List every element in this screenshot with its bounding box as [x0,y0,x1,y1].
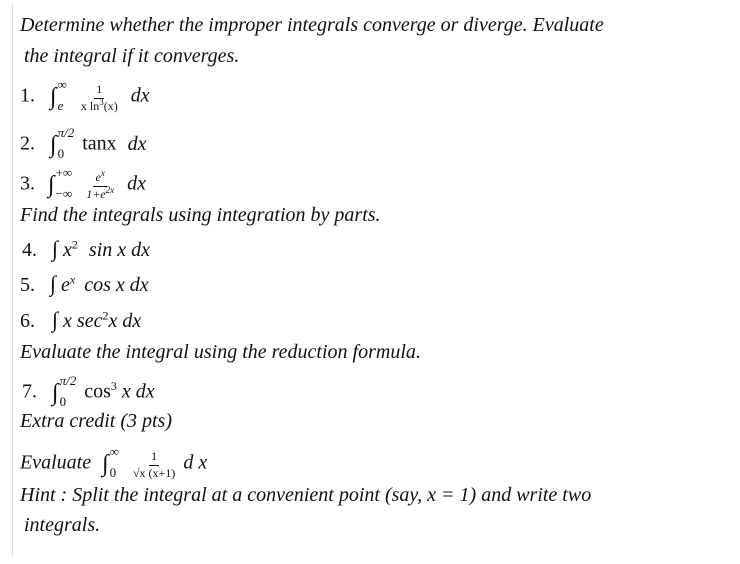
lower-limit: 0 [59,394,67,409]
differential: dx [127,172,147,195]
upper-limit: π/2 [59,373,77,388]
integrand-tail: cos x dx [84,274,149,296]
integrand-base: x sec [63,310,103,332]
integral-limits [60,374,77,408]
integral-limits [56,166,73,200]
integrand-fraction [131,450,177,481]
exponent: 3 [110,378,117,393]
integral-sign: ∫ [52,307,59,332]
extra-credit-heading: Extra credit (3 pts) [20,410,173,432]
integrand-base: cos [84,380,111,403]
integrand-base: e [61,274,70,296]
intro-line-2: the integral if it converges. [24,45,240,67]
hint-line-2: integrals. [24,514,101,536]
differential: d x [183,451,208,474]
integrand-tail: x dx [121,380,155,403]
integral-sign: ∫ [48,171,55,198]
problem-number: 2. [20,132,35,155]
integral-limits [58,78,67,112]
problem-5 [20,273,149,295]
differential: dx [127,132,147,155]
problem-number: 6. [20,310,35,332]
integral-sign: ∫ [52,379,59,406]
integral-limits [110,445,119,479]
upper-limit: ∞ [109,444,119,459]
problem-1 [20,77,150,114]
problem-number: 1. [20,84,35,107]
upper-limit: +∞ [55,165,73,180]
problem-number: 3. [20,172,35,195]
left-margin-rule [12,4,13,556]
fraction-denominator: √x (x+1) [132,465,176,480]
integrand-fraction [79,83,120,114]
lower-limit: 0 [57,146,65,161]
exponent: 2 [71,237,78,252]
problem-4 [22,238,150,260]
differential: dx [130,84,150,107]
integral-sign: ∫ [50,131,57,158]
integrand-tail: x dx [108,310,142,332]
integral-limits [58,126,75,160]
integrand: tanx [82,132,117,155]
problem-number: 4. [22,239,37,261]
fraction-numerator: 1 [94,83,104,99]
parts-heading: Find the integrals using integration by parts. [20,204,381,226]
integrand-tail: sin x dx [88,239,151,261]
exponent: x [69,272,76,287]
problem-number: 5. [20,274,35,296]
integral-sign: ∫ [50,83,57,110]
intro-line-1: Determine whether the improper integrals converge or diverge. Evaluate [20,14,604,36]
exponent: 2 [102,308,109,323]
lower-limit: e [57,98,64,113]
problem-2 [20,125,147,162]
problem-7 [22,373,155,410]
fraction-numerator: 1 [149,450,159,466]
integral-sign: ∫ [102,450,109,477]
lower-limit: 0 [109,465,117,480]
hint-line-1: Hint : Split the integral at a convenient point (say, x = 1) and write two [20,484,592,506]
integral-sign: ∫ [52,236,59,261]
integrand-base: x [63,239,72,261]
fraction-numerator: $e^x$ [93,171,106,187]
integrand-fraction [84,167,116,202]
fraction-denominator: $1+e^{2x}$ [86,184,115,201]
upper-limit: ∞ [57,77,67,92]
evaluate-label: Evaluate [20,451,92,474]
extra-credit-problem [20,444,208,481]
integral-sign: ∫ [50,271,57,296]
lower-limit: −∞ [55,186,73,201]
problem-3 [20,165,147,202]
upper-limit: π/2 [57,125,75,140]
problem-number: 7. [22,380,37,403]
reduction-heading: Evaluate the integral using the reduction formula. [20,341,421,363]
problem-6 [20,309,141,331]
fraction-denominator: x $\ln^3(x)$ [80,96,118,113]
